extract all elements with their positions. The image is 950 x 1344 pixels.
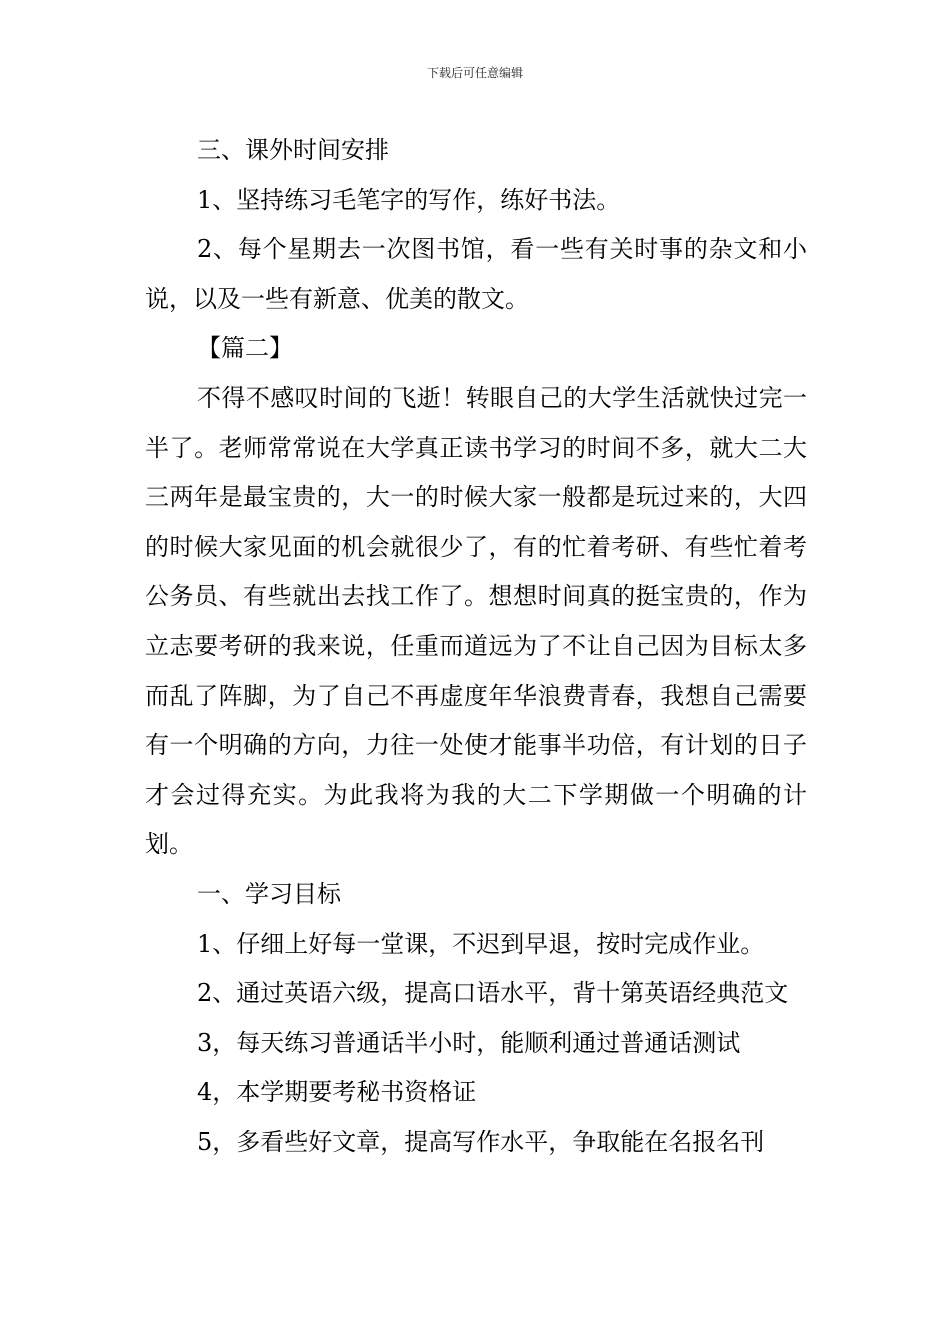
section-heading-study-goals: 一、学习目标 <box>197 879 341 908</box>
document-body <box>145 126 807 1167</box>
list-item: 4，本学期要考秘书资格证 <box>197 1078 477 1107</box>
paragraph: 2、每个星期去一次图书馆，看一些有关时事的杂文和小说，以及一些有新意、优美的散文。 <box>145 235 807 313</box>
page-header: 下载后可任意编辑 <box>426 66 523 80</box>
list-item: 2、通过英语六级，提高口语水平，背十第英语经典范文 <box>197 979 789 1008</box>
list-item: 5，多看些好文章，提高写作水平，争取能在名报名刊 <box>197 1127 765 1156</box>
list-item: 1、仔细上好每一堂课，不迟到早退，按时完成作业。 <box>197 929 765 958</box>
list-item: 3，每天练习普通话半小时，能顺利通过普通话测试 <box>197 1028 741 1057</box>
paragraph: 不得不感叹时间的飞逝！转眼自己的大学生活就快过完一半了。老师常常说在大学真正读书学习的时间不多，就大二大三两年是最宝贵的，大一的时候大家一般都是玩过来的，大四的时候大家见面的机会就很少了，有的忙着考研、有些忙着考公务员、有些就出去找工作了。想想时间真的挺宝贵的，作为立志要考研的我来说，任重而道远为了不让自己因为目标太多而乱了阵脚，为了自己不再虚度年华浪费青春，我想自己需要有一个明确的方向，力往一处使才能事半功倍，有计划的日子才会过得充实。为此我将为我的大二下学期做一个明确的计划。 <box>145 383 807 859</box>
section-heading-part-two: 【篇二】 <box>197 334 293 363</box>
section-heading-extracurricular: 三、课外时间安排 <box>197 136 389 164</box>
paragraph: 1、坚持练习毛笔字的写作，练好书法。 <box>197 185 621 214</box>
